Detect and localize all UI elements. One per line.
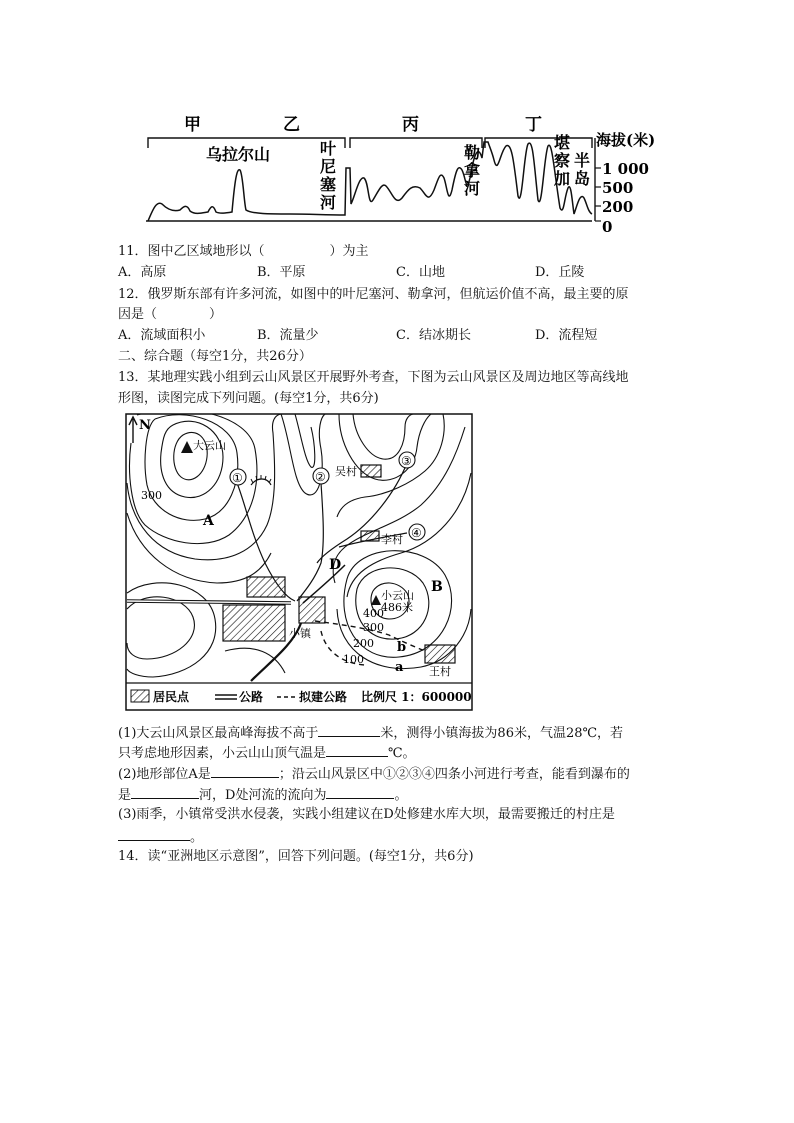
q12-stem-line1: 12．俄罗斯东部有许多河流，如图中的叶尼塞河、勒拿河，但航运价值不高，最主要的原 bbox=[118, 287, 629, 302]
village-wu-label: 吴村 bbox=[335, 465, 357, 478]
q13-sub3-line2: 。 bbox=[118, 826, 203, 848]
contour-label-300-east: 300 bbox=[363, 621, 384, 634]
stream-1-label: ① bbox=[232, 471, 243, 485]
svg-text:拿: 拿 bbox=[464, 161, 481, 180]
svg-text:察: 察 bbox=[554, 151, 571, 170]
settlement-wu bbox=[361, 465, 381, 477]
settlement-town bbox=[299, 597, 325, 623]
q12-stem-line2: 因是（ ） bbox=[118, 307, 223, 322]
svg-text:堪: 堪 bbox=[554, 133, 571, 152]
stream-3-label: ③ bbox=[401, 454, 412, 468]
q13-sub1-line2: 只考虑地形因素，小云山山顶气温是 ℃。 bbox=[118, 742, 416, 764]
legend-settlement-label: 居民点 bbox=[153, 690, 190, 704]
settlement-li bbox=[361, 531, 379, 541]
q13-sub1-line1: (1)大云山风景区最高峰海拔不高于 米，测得小镇海拔为86米，气温28℃，若 bbox=[118, 722, 623, 744]
contour-label-300-west: 300 bbox=[141, 489, 162, 502]
answer-blank-landform-a[interactable] bbox=[211, 763, 279, 778]
label-lena bbox=[464, 143, 480, 198]
letter-b-upper: B bbox=[431, 579, 443, 595]
svg-text:河: 河 bbox=[464, 179, 481, 198]
q12-option-b[interactable]: B．流量少 bbox=[257, 328, 319, 343]
label-yenisei bbox=[320, 139, 337, 212]
stream-4-label: ④ bbox=[411, 526, 422, 540]
legend-planned-road-label: 拟建公路 bbox=[299, 690, 348, 704]
elevation-tick-500: 500 bbox=[602, 179, 634, 197]
q11-option-c[interactable]: C．山地 bbox=[396, 265, 445, 280]
label-ural: 乌拉尔山 bbox=[206, 145, 271, 164]
elevation-tick-1000: 1 000 bbox=[602, 160, 649, 178]
svg-text:塞: 塞 bbox=[320, 175, 337, 194]
q13-sub2-line1: (2)地形部位A是 ；沿云山风景区中①②③④四条小河进行考查，能看到瀑布的 bbox=[118, 763, 630, 785]
region-jia: 甲 bbox=[184, 115, 201, 135]
region-yi: 乙 bbox=[283, 115, 300, 135]
svg-text:尼: 尼 bbox=[320, 157, 337, 176]
settlement-west-lower bbox=[223, 605, 285, 641]
elevation-title: 海拔(米) bbox=[596, 131, 656, 149]
q11-option-b[interactable]: B．平原 bbox=[257, 265, 306, 280]
north-label: N bbox=[139, 418, 151, 433]
q13-sub3-line1: (3)雨季，小镇常受洪水侵袭，实践小组建议在D处修建水库大坝，最需要搬迁的村庄是 bbox=[118, 807, 615, 822]
q12-option-d[interactable]: D．流程短 bbox=[535, 328, 598, 343]
svg-text:加: 加 bbox=[554, 169, 571, 188]
label-kamchatka bbox=[554, 133, 590, 188]
letter-b-lower: b bbox=[397, 640, 407, 655]
contour-map bbox=[125, 413, 473, 711]
answer-blank-waterfall-river[interactable] bbox=[131, 784, 199, 799]
terrain-profile-figure bbox=[140, 108, 680, 238]
svg-text:勒: 勒 bbox=[464, 143, 481, 162]
answer-blank-max-elevation[interactable] bbox=[318, 722, 380, 737]
village-li-label: 李村 bbox=[381, 533, 403, 546]
q11-stem: 11．图中乙区域地形以（ ）为主 bbox=[118, 244, 369, 259]
q13-stem-line2: 形图，读图完成下列问题。(每空1分，共6分) bbox=[118, 391, 379, 406]
svg-text:岛: 岛 bbox=[574, 169, 591, 188]
q13-stem-line1: 13．某地理实践小组到云山风景区开展野外考查，下图为云山风景区及周边地区等高线地 bbox=[118, 370, 629, 385]
contour-label-100: 100 bbox=[343, 653, 364, 666]
q12-option-c[interactable]: C．结冰期长 bbox=[396, 328, 471, 343]
legend-settlement-swatch bbox=[131, 690, 149, 702]
elevation-tick-0: 0 bbox=[602, 218, 613, 236]
q11-option-d[interactable]: D．丘陵 bbox=[535, 265, 585, 280]
peak-small-label: 小云山 bbox=[381, 589, 414, 602]
peak-big-label: 大云山 bbox=[193, 439, 226, 452]
letter-a-lower: a bbox=[395, 660, 404, 675]
answer-blank-summit-temp[interactable] bbox=[326, 742, 388, 757]
stream-2-label: ② bbox=[315, 470, 326, 484]
settlement-west-upper bbox=[247, 577, 285, 597]
svg-text:河: 河 bbox=[320, 193, 337, 212]
q13-sub2-line2: 是 河，D处河流的流向为 。 bbox=[118, 784, 407, 806]
letter-a-upper: A bbox=[203, 513, 214, 529]
legend-scale: 比例尺 1：600000 bbox=[361, 690, 472, 704]
answer-blank-relocate-village[interactable] bbox=[118, 826, 190, 841]
q11-option-a[interactable]: A．高原 bbox=[118, 265, 167, 280]
contour-label-200: 200 bbox=[353, 637, 374, 650]
legend-road-label: 公路 bbox=[239, 690, 264, 704]
region-ding: 丁 bbox=[525, 115, 542, 135]
peak-small-elevation: 486米 bbox=[381, 601, 413, 614]
svg-text:半: 半 bbox=[574, 151, 591, 170]
town-label: 小镇 bbox=[289, 627, 311, 640]
section-2-heading: 二、综合题（每空1分，共26分） bbox=[118, 349, 312, 364]
q12-option-a[interactable]: A．流域面积小 bbox=[118, 328, 206, 343]
elevation-tick-200: 200 bbox=[602, 198, 634, 216]
answer-blank-flow-direction[interactable] bbox=[326, 784, 394, 799]
village-wang-label: 王村 bbox=[429, 665, 451, 678]
contour-label-400: 400 bbox=[363, 607, 384, 620]
q14-stem: 14．读“亚洲地区示意图”，回答下列问题。(每空1分，共6分) bbox=[118, 849, 474, 864]
region-bing: 丙 bbox=[402, 115, 419, 135]
settlement-wang bbox=[425, 645, 455, 663]
svg-text:叶: 叶 bbox=[320, 139, 337, 158]
letter-d: D bbox=[329, 557, 342, 573]
